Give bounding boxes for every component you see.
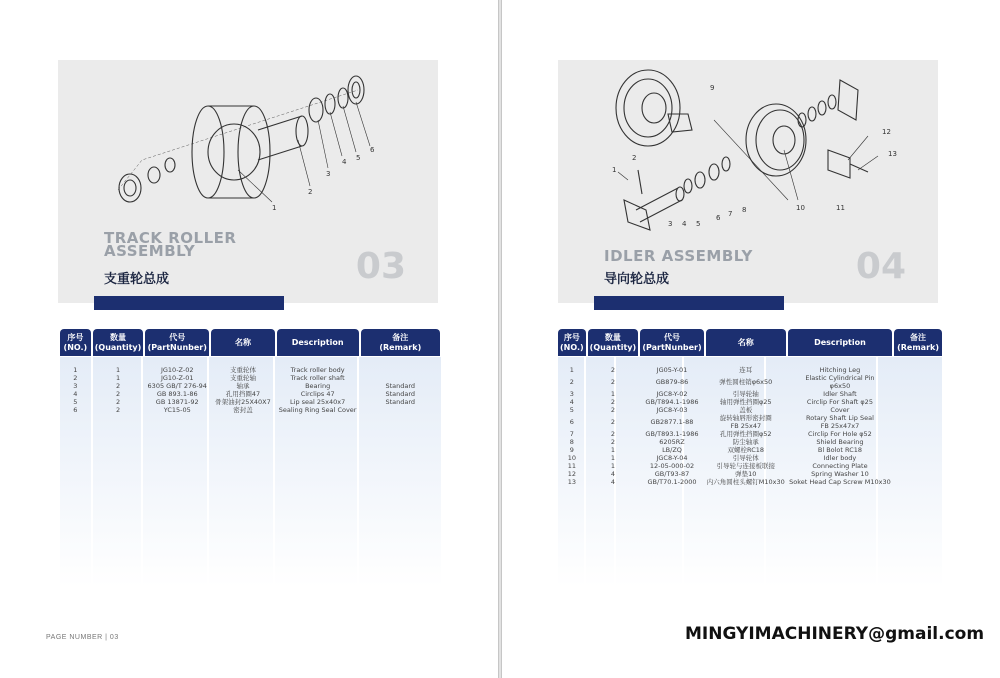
table-cell: JGC8-Y-02 (656, 390, 688, 398)
table-cell: Standard (385, 398, 416, 406)
table-cell: 引导轮与连接板联接 (716, 462, 776, 470)
parts-table (58, 329, 442, 414)
table-cell: 支重轮体 (229, 366, 256, 374)
table-row (558, 390, 942, 398)
section-title-en (104, 229, 237, 260)
right-page (502, 0, 1000, 678)
callout-label: 5 (356, 154, 361, 162)
parts-table (556, 329, 944, 486)
title-en-line: TRACK ROLLER (104, 229, 237, 247)
section-title-cn: 导向轮总成 (604, 272, 670, 287)
column-header (788, 329, 892, 356)
callout-label: 6 (370, 146, 375, 154)
table-cell (361, 366, 440, 374)
column-header (894, 329, 942, 356)
table-row (60, 366, 440, 374)
table-cell: 2 (115, 390, 121, 398)
table-cell (894, 438, 942, 446)
table-cell: 2 (610, 438, 615, 446)
accent-bar (94, 296, 284, 310)
accent-bar (594, 296, 784, 310)
table-cell: Cover (830, 406, 850, 414)
table-row (558, 438, 942, 446)
table-cell: 12 (567, 470, 576, 478)
callout-label: 4 (682, 220, 687, 228)
table-cell: 2 (610, 418, 615, 426)
column-header (211, 329, 275, 356)
table-row (558, 454, 942, 462)
table-cell: Standard (385, 390, 416, 398)
track-roller-parts (118, 76, 370, 202)
callout-label: 9 (710, 84, 715, 92)
callout-label: 12 (882, 128, 891, 136)
table-cell: JGC8-Y-03 (656, 406, 688, 414)
callout-label: 10 (796, 204, 805, 212)
table-cell: 连耳 (739, 366, 753, 374)
title-en-line: ASSEMBLY (104, 242, 196, 260)
column-header-line: (PartNunber) (642, 342, 702, 352)
table-cell: GB/T893.1-1986 (645, 430, 699, 438)
idler-callouts (612, 84, 897, 228)
table-cell: 2 (569, 378, 574, 386)
table-cell: 轴承 (236, 382, 250, 390)
column-header (60, 329, 91, 356)
table-cell: Shield Bearing (816, 438, 864, 446)
callout-label: 2 (632, 154, 637, 162)
table-cell: JG05-Y-01 (656, 366, 688, 374)
table-cell: 1 (115, 374, 121, 382)
table-cell: 12-05-000-02 (649, 462, 695, 470)
table-cell: 5 (73, 398, 78, 406)
column-header-line: 序号 (67, 332, 84, 342)
callout-label: 2 (308, 188, 313, 196)
table-cell: 4 (610, 478, 615, 486)
table-cell: 引导轮轴 (732, 390, 759, 398)
parts-table-body (558, 356, 942, 486)
column-header (706, 329, 786, 356)
table-cell: 3 (569, 390, 574, 398)
track-roller-callouts (272, 146, 375, 212)
table-cell: 6 (73, 406, 78, 414)
table-cell: 引导轮体 (732, 454, 759, 462)
table-cell: 轴用弹性挡圈φ25 (720, 398, 772, 406)
table-cell: Bearing (305, 382, 331, 390)
table-cell: Bl Bolot RC18 (817, 446, 863, 454)
table-cell (894, 414, 942, 430)
table-cell: Standard (385, 382, 416, 390)
column-header-line: 名称 (234, 337, 251, 347)
parts-table-header (558, 329, 942, 356)
table-cell (361, 374, 440, 382)
column-header-line: 代号 (169, 332, 186, 342)
table-cell (894, 454, 942, 462)
track-roller-hero-panel (58, 60, 438, 303)
table-cell: 旋转轴唇形密封圈 FB 25x47 (719, 414, 772, 430)
table-cell: 弹性圆柱销φ6x50 (719, 378, 773, 386)
callout-label: 6 (716, 214, 721, 222)
table-cell: JG10-Z-01 (160, 374, 194, 382)
table-cell: GB/T70.1-2000 (647, 478, 697, 486)
column-header-line: Description (291, 337, 344, 347)
table-cell: 6 (569, 418, 574, 426)
table-row (558, 470, 942, 478)
header-row (558, 329, 942, 356)
table-cell: 1 (115, 366, 121, 374)
table-cell: Circlip For Shaft φ25 (806, 398, 873, 406)
table-cell: 盖板 (739, 406, 753, 414)
table-cell (894, 462, 942, 470)
table-cell: Soket Head Cap Screw M10x30 (789, 478, 891, 486)
table-cell: GB 893.1-86 (156, 390, 198, 398)
table-row (558, 430, 942, 438)
column-header (558, 329, 586, 356)
table-cell: 孔用弹性挡圈φ52 (720, 430, 772, 438)
table-row (558, 374, 942, 390)
column-header (588, 329, 639, 356)
table-cell (894, 398, 942, 406)
column-header-line: (NO.) (560, 342, 584, 352)
table-cell: JGC8-Y-04 (656, 454, 688, 462)
column-header-line: 备注 (392, 332, 409, 342)
table-cell: 4 (569, 398, 574, 406)
callout-label: 11 (836, 204, 845, 212)
column-header (640, 329, 704, 356)
table-cell: Hitching Leg (819, 366, 861, 374)
table-cell: 2 (73, 374, 78, 382)
table-cell: 1 (610, 390, 615, 398)
table-cell: 1 (610, 454, 615, 462)
table-cell: 骨架油封25X40X7 (215, 398, 271, 406)
table-cell: Circlips 47 (300, 390, 335, 398)
table-cell: 1 (610, 446, 615, 454)
table-cell: 2 (610, 366, 615, 374)
column-header-line: (Quantity) (589, 342, 637, 352)
column-header-line: (Remark) (897, 342, 939, 352)
callout-label: 8 (742, 206, 747, 214)
callout-label: 4 (342, 158, 347, 166)
table-cell: GB2877.1-88 (650, 418, 694, 426)
table-cell: 1 (73, 366, 78, 374)
page-number: PAGE NUMBER | 03 (46, 634, 119, 641)
table-cell: 2 (115, 398, 121, 406)
table-row (60, 374, 440, 382)
section-number: 04 (855, 246, 906, 287)
column-header-line: (NO.) (63, 342, 88, 352)
table-cell: Elastic Cylindrical Pin φ6x50 (805, 374, 875, 390)
column-header-line: (Quantity) (94, 342, 142, 352)
table-cell: Connecting Plate (812, 462, 868, 470)
table-cell: 2 (610, 430, 615, 438)
table-cell: 3 (73, 382, 78, 390)
table-cell: 双螺栓RC18 (727, 446, 765, 454)
column-header-line: 数量 (604, 332, 621, 342)
table-cell: 9 (569, 446, 574, 454)
column-header-line: Description (814, 337, 866, 347)
table-row (558, 478, 942, 486)
column-header (145, 329, 209, 356)
table-cell: GB/T894.1-1986 (645, 398, 699, 406)
table-cell: 10 (567, 454, 576, 462)
callout-label: 3 (668, 220, 673, 228)
table-cell: 弹垫10 (735, 470, 757, 478)
callout-label: 3 (326, 170, 331, 178)
table-cell: GB 13871-92 (155, 398, 199, 406)
title-en-line: IDLER ASSEMBLY (604, 247, 753, 265)
parts-table-body (60, 356, 440, 414)
table-cell: 2 (115, 382, 121, 390)
table-cell: Idler body (823, 454, 857, 462)
table-row (558, 406, 942, 414)
column-header-line: 序号 (563, 332, 580, 342)
table-cell: Rotary Shaft Lip Seal FB 25x47x7 (806, 414, 874, 430)
table-cell: 13 (567, 478, 576, 486)
callout-label: 1 (612, 166, 617, 174)
column-header (361, 329, 440, 356)
table-cell: 2 (115, 406, 121, 414)
table-cell: 7 (569, 430, 574, 438)
table-cell: 支重轮轴 (229, 374, 256, 382)
table-cell (361, 406, 440, 414)
table-cell: 5 (569, 406, 574, 414)
callout-label: 7 (728, 210, 733, 218)
table-cell: Sealing Ring Seal Cover (278, 406, 357, 414)
table-cell (894, 430, 942, 438)
column-header (277, 329, 359, 356)
table-cell: 2 (610, 378, 615, 386)
table-row (60, 390, 440, 398)
table-row (60, 406, 440, 414)
table-cell: GB/T93-87 (654, 470, 690, 478)
table-cell: 2 (610, 406, 615, 414)
contact-email[interactable]: MINGYIMACHINERY@gmail.com (685, 624, 985, 644)
table-cell: Spring Washer 10 (811, 470, 869, 478)
column-header-line: (PartNunber) (147, 342, 207, 352)
table-cell (894, 406, 942, 414)
table-cell: 1 (610, 462, 615, 470)
section-title-cn: 支重轮总成 (104, 272, 170, 287)
idler-hero-panel (558, 60, 938, 303)
table-cell: 防尘轴承 (732, 438, 759, 446)
table-cell: 11 (567, 462, 576, 470)
column-header-line: 备注 (910, 332, 927, 342)
table-cell: 1 (569, 366, 574, 374)
left-page (0, 0, 498, 678)
table-cell: Circlip For Hole φ52 (808, 430, 872, 438)
table-cell: Lip seal 25x40x7 (290, 398, 346, 406)
column-header-line: 名称 (737, 337, 754, 347)
column-header (93, 329, 144, 356)
table-row (558, 446, 942, 454)
table-cell: JG10-Z-02 (160, 366, 194, 374)
callout-label: 1 (272, 204, 277, 212)
section-title-en (604, 247, 753, 265)
column-header-line: 代号 (663, 332, 680, 342)
table-cell: 密封盖 (233, 406, 253, 414)
table-cell (894, 374, 942, 390)
column-header-line: 数量 (110, 332, 126, 342)
table-cell: YC15-05 (163, 406, 191, 414)
table-row (558, 414, 942, 430)
table-cell: 2 (610, 398, 615, 406)
column-header-line: (Remark) (379, 342, 422, 352)
callout-label: 13 (888, 150, 897, 158)
table-cell (894, 446, 942, 454)
table-cell (894, 470, 942, 478)
header-row (60, 329, 440, 356)
table-cell: Track roller body (290, 366, 345, 374)
table-cell (894, 478, 942, 486)
table-cell: 8 (569, 438, 574, 446)
table-row (558, 398, 942, 406)
parts-table-header (60, 329, 440, 356)
table-cell (894, 366, 942, 374)
callout-label: 5 (696, 220, 701, 228)
table-cell: 4 (73, 390, 78, 398)
table-cell: 孔用挡圈47 (225, 390, 261, 398)
table-cell: 6305 GB/T 276-94 (147, 382, 207, 390)
table-row (558, 366, 942, 374)
table-row (558, 462, 942, 470)
table-cell: LB/ZQ (662, 446, 682, 454)
table-cell: GB879-86 (655, 378, 689, 386)
section-number: 03 (355, 246, 406, 287)
table-cell: 内六角圆柱头螺钉M10x30 (706, 478, 785, 486)
table-cell: 6205RZ (659, 438, 685, 446)
table-cell: Track roller shaft (290, 374, 345, 382)
table-cell: 4 (610, 470, 615, 478)
table-row (60, 398, 440, 406)
table-cell (894, 390, 942, 398)
table-cell: Idler Shaft (823, 390, 857, 398)
table-row (60, 382, 440, 390)
